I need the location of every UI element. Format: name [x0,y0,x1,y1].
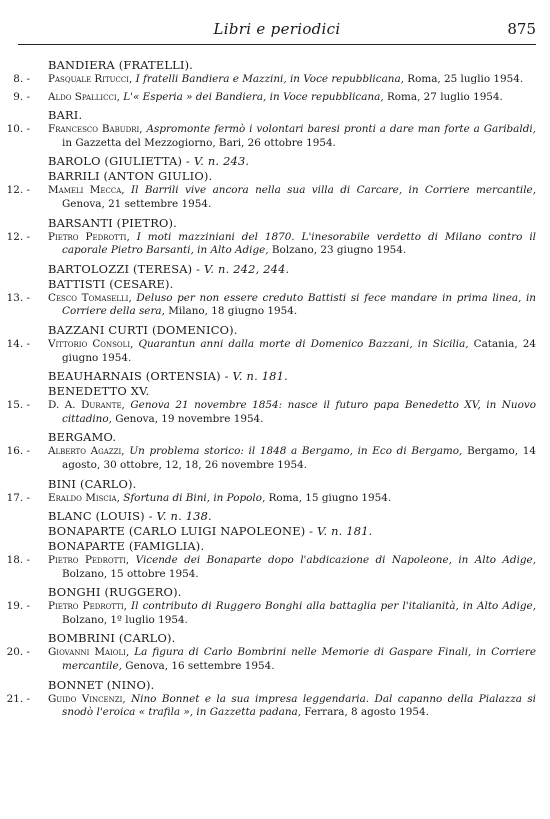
subject-heading-text: BERGAMO. [48,430,117,445]
entry-publication: Bolzano, 15 ottobre 1954. [62,567,199,580]
subject-heading-text: BARI. [48,108,83,123]
entry-number: 18. - [6,554,30,567]
entry-publication: Roma, 15 giugno 1954. [268,491,392,504]
entry-title: Un problema storico: il 1848 a Bergamo, in Eco di Bergamo, [129,445,463,458]
entry-body [48,492,536,506]
entry-number: 8. - [13,73,30,85]
entry-number: 10. - [6,123,30,136]
entry-author: Mameli Mecca, [48,184,125,197]
subject-heading [48,169,550,184]
cross-reference: V. n. 243. [193,154,250,169]
entry-publication: Genova, 16 settembre 1954. [125,660,275,673]
entry-body [48,600,536,627]
entry-number: 14. - [6,337,30,350]
entry-title: I moti mazziniani del 1870. L'inesorabile verdetto di Milano contro il caporale Pietro Barsanti, in Alto Adige, [62,230,536,257]
subject-heading [48,585,550,600]
entry-title: Il Barrili vive ancora nella sua villa di Carcare, in Corriere mercantile, [131,184,536,197]
entry-title: Nino Bonnet e la sua impresa leggendaria. Dal capanno della Pialazza si snodò l'eroica « trafila », in Gazzetta padana, [62,692,536,719]
entry-publication: in Gazzetta del Mezzogiorno, Bari, 26 ottobre 1954. [62,136,336,149]
bibliography-entry [0,338,536,365]
bibliography-entry [0,184,536,211]
subject-heading [48,154,550,169]
cross-reference: V. n. 242, 244. [203,261,290,276]
subject-heading-text: BONAPARTE (CARLO LUIGI NAPOLEONE) - [48,524,314,539]
bibliography-entry [0,399,536,426]
subject-heading [48,384,550,399]
entry-body [48,184,536,211]
bibliography-entry [0,600,536,627]
subject-heading-text: BANDIERA (FRATELLI). [48,58,194,72]
bibliography-entry [0,91,536,105]
entry-title: La figura di Carlo Bombrini nelle Memorie di Gaspare Finali, in Corriere mercantile, [62,646,536,673]
entry-author: Pietro Pedrotti, [48,554,130,567]
entry-number: 12. - [6,230,30,243]
entry-title: Quarantun anni dalla morte di Domenico Bazzani, in Sicilia, [138,337,469,350]
entry-title: Il contributo di Ruggero Bonghi alla battaglia per l'italianità, in Alto Adige, [131,600,536,613]
running-header [18,18,536,45]
entry-author: Pietro Pedrotti, [48,230,130,243]
subject-heading-text: BAZZANI CURTI (DOMENICO). [48,322,238,337]
subject-heading-text: BLANC (LOUIS) - [48,509,153,524]
subject-heading-text: BEAUHARNAIS (ORTENSIA) - [48,369,229,384]
subject-heading [48,678,550,693]
entry-body [48,292,536,319]
entry-publication: Genova, 21 settembre 1954. [62,197,212,210]
entry-title: I fratelli Bandiera e Mazzini, in Voce repubblicana, [135,73,404,85]
entry-author: Giovanni Maioli, [48,646,130,659]
entry-author: Pietro Pedrotti, [48,600,127,613]
running-title: Libri e periodici [213,20,341,38]
subject-heading [48,539,550,554]
subject-heading [48,323,550,338]
subject-heading [48,524,550,539]
entry-body [48,338,536,365]
bibliography-entry [0,292,536,319]
entry-body [48,693,536,720]
entry-number: 20. - [6,646,30,659]
subject-heading [48,108,550,123]
entry-publication: Ferrara, 8 agosto 1954. [304,706,429,719]
entry-publication: Genova, 19 novembre 1954. [115,412,264,425]
entry-title: Deluso per non essere creduto Battisti si fece mandare in prima linea, in Corriere della sera, [62,291,536,318]
cross-reference: V. n. 138. [156,509,212,524]
entry-author: Francesco Babudri, [48,123,143,136]
subject-heading-text: BATTISTI (CESARE). [48,276,174,291]
subject-heading [48,58,550,73]
entry-publication: Milano, 18 giugno 1954. [168,305,298,318]
entry-author: Eraldo Miscia, [48,491,120,504]
subject-heading-text: BAROLO (GIULIETTA) - [48,154,190,169]
bibliography-entry [0,231,536,258]
bibliography-entry [0,492,536,506]
entry-body [48,73,536,87]
entry-publication: Roma, 27 luglio 1954. [386,90,503,103]
entry-publication: Roma, 25 luglio 1954. [407,73,524,85]
subject-heading-text: BARTOLOZZI (TERESA) - [48,261,201,276]
entry-number: 21. - [6,692,30,705]
entry-body [48,231,536,258]
entry-number: 12. - [6,184,30,197]
entry-title: Sfortuna di Bini, in Popolo, [123,491,266,504]
entry-body [48,123,536,150]
cross-reference: V. n. 181. [317,524,373,539]
entry-author: D. A. Durante, [48,399,125,412]
entry-title: Aspromonte fermò i volontari baresi pronti a dare man forte a Garibaldi, [146,123,536,136]
entry-publication: Catania, 24 giugno 1954. [62,337,536,364]
subject-heading [48,509,550,524]
cross-reference: V. n. 181. [232,369,288,384]
subject-heading [48,369,550,384]
subject-heading-text: BARSANTI (PIETRO). [48,215,177,230]
subject-heading-text: BARRILI (ANTON GIULIO). [48,169,213,184]
bibliography-entry [0,554,536,581]
entry-body [48,399,536,426]
entry-number: 15. - [6,399,30,412]
subject-heading [48,477,550,492]
entry-publication: Bolzano, 23 giugno 1954. [271,244,407,257]
bibliography-entry [0,693,536,720]
subject-heading-text: BINI (CARLO). [48,476,137,491]
entry-publication: Bergamo, 14 agosto, 30 ottobre, 12, 18, 26 novembre 1954. [62,445,536,471]
entry-body [48,646,536,673]
entry-author: Vittorio Consoli, [48,337,134,350]
entry-author: Guido Vincenzi, [48,692,126,705]
entry-title: Genova 21 novembre 1854: nasce il futuro papa Benedetto XV, in Nuovo cittadino, [62,399,536,425]
entry-body [48,445,536,472]
subject-heading-text: BONAPARTE (FAMIGLIA). [48,539,205,554]
subject-heading-text: BENEDETTO XV. [48,384,150,399]
subject-heading [48,430,550,445]
bibliography-list [0,58,550,724]
entry-number: 9. - [13,90,30,103]
entry-title: L'« Esperia » dei Bandiera, in Voce repubblicana, [123,90,384,103]
entry-author: Cesco Tomaselli, [48,291,132,304]
subject-heading [48,262,550,277]
entry-author: Aldo Spallicci, [48,90,120,103]
bibliography-entry [0,646,536,673]
entry-number: 13. - [6,291,30,304]
entry-author: Pasquale Ritucci, [48,73,133,85]
entry-author: Alberto Agazzi, [48,445,125,458]
page-number: 875 [507,20,536,38]
entry-publication: Bolzano, 1º luglio 1954. [62,613,188,626]
entry-title: Vicende dei Bonaparte dopo l'abdicazione di Napoleone, in Alto Adige, [135,554,536,567]
subject-heading [48,216,550,231]
bibliography-entry [0,445,536,472]
entry-number: 16. - [6,445,30,458]
entry-number: 17. - [6,491,30,504]
entry-body [48,554,536,581]
bibliography-entry [0,73,536,87]
bibliography-entry [0,123,536,150]
subject-heading-text: BONGHI (RUGGERO). [48,585,182,600]
subject-heading-text: BONNET (NINO). [48,677,155,692]
subject-heading [48,277,550,292]
subject-heading-text: BOMBRINI (CARLO). [48,631,176,646]
entry-body [48,91,536,105]
entry-number: 19. - [6,600,30,613]
subject-heading [48,631,550,646]
